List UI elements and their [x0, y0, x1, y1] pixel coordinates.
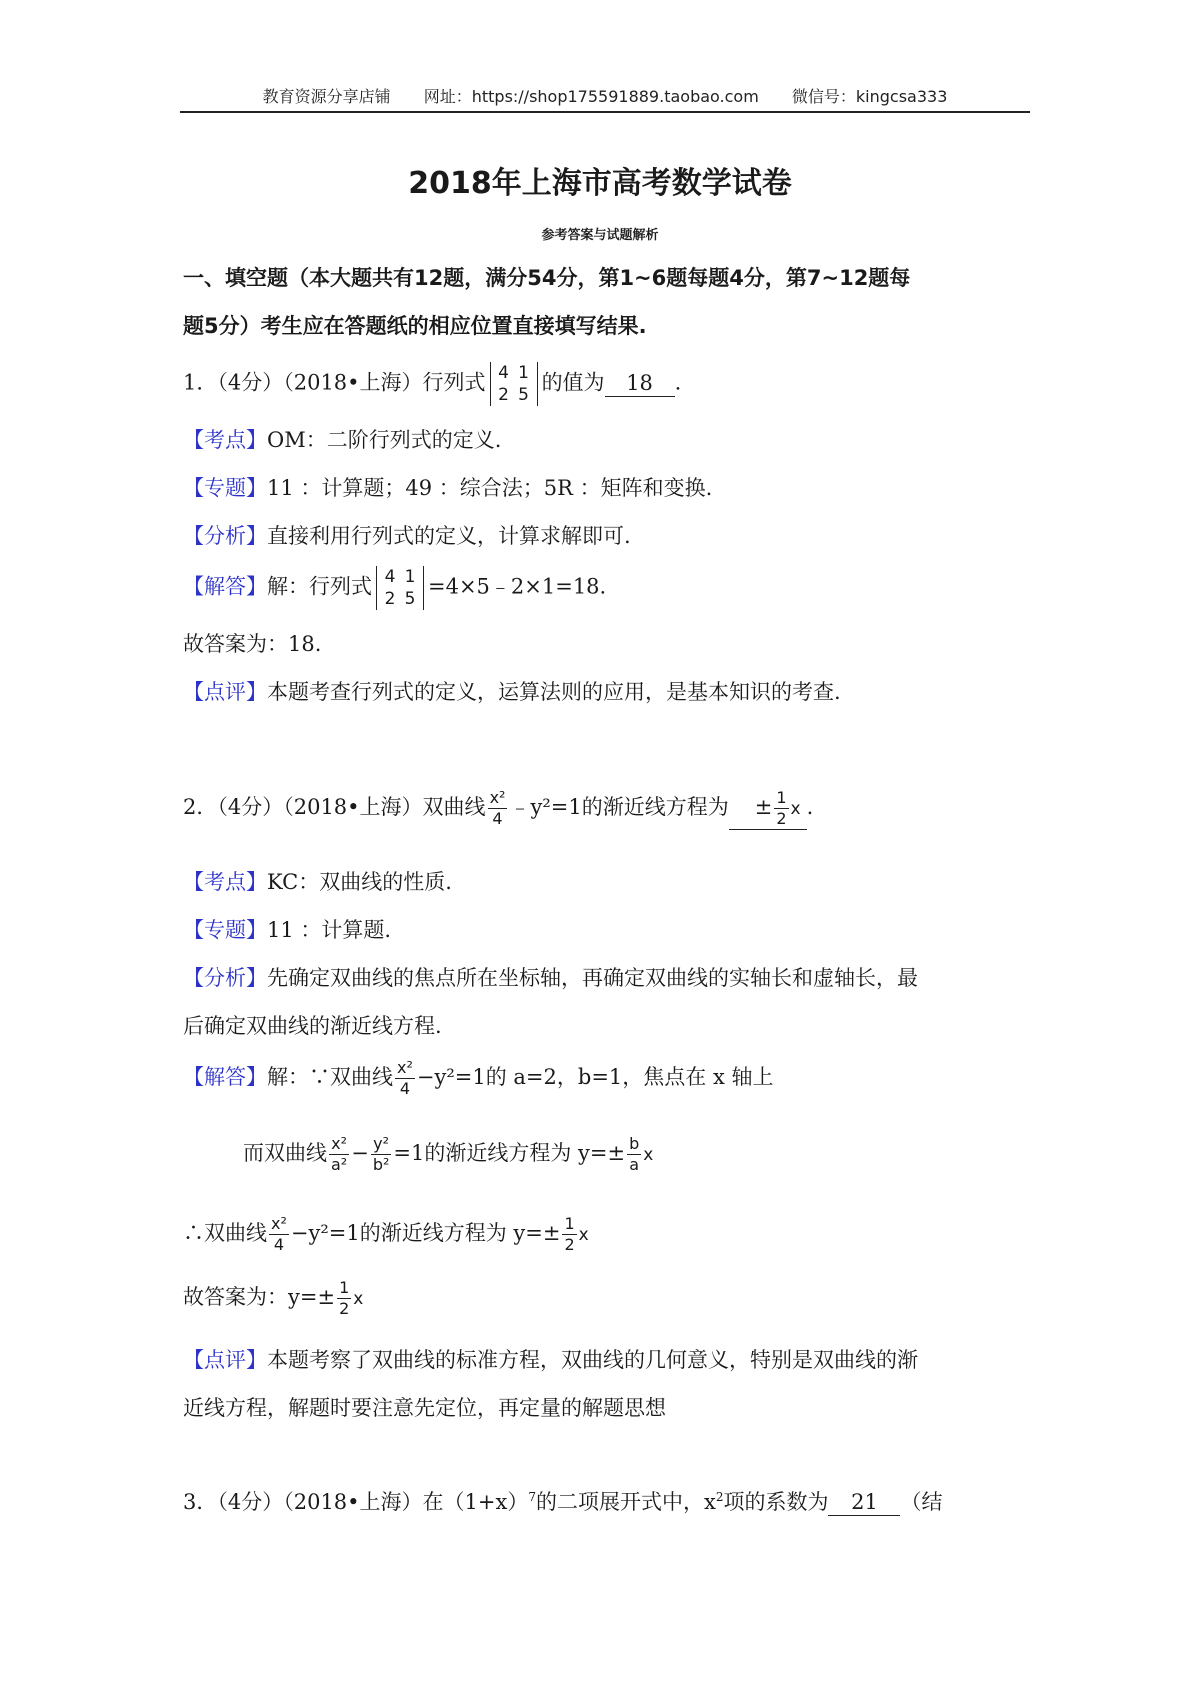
- q2-dianping-line1: [183, 1348, 918, 1373]
- dianping-tag: 【点评】: [183, 680, 267, 704]
- q2-final: [183, 1278, 363, 1319]
- q2-answer: [729, 788, 807, 830]
- step2-fraction-y: [371, 1134, 392, 1175]
- page-subtitle: 参考答案与试题解析: [541, 228, 659, 243]
- q2-final-pre: 故答案为：y=±: [183, 1285, 336, 1309]
- q2-step2: [243, 1134, 653, 1175]
- final-fraction: [337, 1278, 351, 1319]
- q1-dianping: [183, 680, 841, 705]
- det-cell: 4: [498, 363, 509, 383]
- section-heading-line2: 题5分）考生应在答题纸的相应位置直接填写结果.: [183, 314, 647, 338]
- frac-num: b: [629, 1134, 640, 1153]
- frac-den: 2: [564, 1235, 575, 1254]
- minus-sign: −: [351, 1141, 369, 1165]
- frac-den: b²: [372, 1155, 390, 1174]
- q1-jieda-post: =4×5﹣2×1=18.: [428, 574, 607, 599]
- det-cell: 5: [404, 589, 416, 609]
- header-wechat: 微信号：kingcsa333: [791, 87, 948, 106]
- q1-jieda: [183, 566, 606, 610]
- q1-jieda-determinant: [376, 566, 424, 610]
- frac-den: a: [629, 1155, 640, 1174]
- fenxi-tag: 【分析】: [183, 966, 267, 990]
- q3-exponent: 7: [528, 1490, 536, 1504]
- frac-den: 4: [492, 809, 503, 828]
- q1-end: .: [674, 370, 682, 395]
- kaodian-tag: 【考点】: [183, 428, 267, 452]
- q1-fenxi-text: 直接利用行列式的定义，计算求解即可.: [267, 524, 631, 548]
- kaodian-tag: 【考点】: [183, 870, 267, 894]
- det-cell: 2: [498, 385, 509, 405]
- q2-jieda: [183, 1058, 773, 1099]
- var-x: x: [353, 1289, 364, 1309]
- q2-zhuanti: [183, 918, 391, 943]
- det-cell: 5: [518, 385, 529, 405]
- det-cell: 4: [384, 567, 396, 587]
- q2-end: .: [806, 795, 814, 819]
- header-divider: [180, 111, 1030, 113]
- q3-answer: 21: [828, 1490, 900, 1516]
- det-cell: 1: [518, 363, 529, 383]
- step3-fraction-half: [562, 1214, 576, 1255]
- q2-kaodian: [183, 870, 452, 895]
- q2-jieda-pre: 解：∵双曲线: [267, 1065, 393, 1089]
- q3-mid: 的二项展开式中，x: [536, 1490, 716, 1514]
- var-x: x: [578, 1225, 589, 1245]
- q2-step2-mid: =1的渐近线方程为 y=±: [393, 1141, 626, 1165]
- frac-num: y²: [371, 1134, 392, 1155]
- jieda-tag: 【解答】: [183, 574, 267, 599]
- q2-jieda-mid: −y²=1的 a=2，b=1，焦点在 x 轴上: [416, 1065, 774, 1089]
- q1-jieda-pre: 解：行列式: [267, 574, 372, 599]
- q2-step3-mid: −y²=1的渐近线方程为 y=±: [290, 1221, 561, 1245]
- q3-mid2: 项的系数为: [723, 1490, 829, 1514]
- frac-den: 2: [339, 1299, 350, 1318]
- q2-prefix: 2．（4分）（2018•上海）双曲线: [183, 795, 486, 819]
- q3-prefix: 3．（4分）（2018•上海）在（1+x）: [183, 1490, 529, 1514]
- frac-num: x²: [397, 1058, 413, 1077]
- q1-zhuanti: [183, 476, 712, 501]
- q2-dianping-text1: 本题考察了双曲线的标准方程，双曲线的几何意义，特别是双曲线的渐: [267, 1348, 918, 1372]
- q1-dianping-text: 本题考查行列式的定义，运算法则的应用，是基本知识的考查.: [267, 680, 841, 704]
- step2-fraction-x: [329, 1134, 349, 1175]
- q2-stem: [183, 788, 813, 830]
- q2-kaodian-text: KC：双曲线的性质.: [267, 870, 452, 894]
- frac-num: 1: [564, 1214, 575, 1233]
- q1-prefix: 1．（4分）（2018•上海）行列式: [183, 370, 486, 395]
- frac-den: 4: [273, 1235, 285, 1254]
- q2-fraction: [488, 788, 508, 829]
- q2-step3-pre: ∴双曲线: [183, 1221, 267, 1245]
- q1-kaodian-text: OM：二阶行列式的定义.: [267, 428, 502, 452]
- q2-fenxi-line1: [183, 966, 918, 991]
- step3-fraction: [269, 1214, 289, 1255]
- frac-num: 1: [339, 1278, 350, 1297]
- jieda-fraction: [395, 1058, 415, 1099]
- q2-fenxi-line2: 后确定双曲线的渐近线方程.: [183, 1014, 442, 1038]
- q2-step3: [183, 1214, 589, 1255]
- header-shop: 教育资源分享店铺: [262, 87, 391, 106]
- frac-num: x²: [489, 788, 506, 807]
- q1-mid: 的值为: [541, 370, 605, 395]
- frac-den: 2: [776, 809, 787, 828]
- q1-fenxi: [183, 524, 631, 549]
- q1-stem: [183, 362, 681, 406]
- q1-kaodian: [183, 428, 501, 453]
- det-cell: 2: [384, 589, 396, 609]
- answer-fraction: [774, 788, 788, 829]
- frac-num: x²: [329, 1134, 349, 1155]
- q3-stem: [183, 1490, 942, 1516]
- q2-mid: ﹣y²=1的渐近线方程为: [509, 795, 729, 819]
- zhuanti-tag: 【专题】: [183, 476, 267, 500]
- q2-step2-pre: 而双曲线: [243, 1141, 327, 1165]
- dianping-tag: 【点评】: [183, 1348, 267, 1372]
- page-header: [180, 84, 1030, 107]
- q1-zhuanti-text: 11 ：计算题；49 ：综合法；5R ：矩阵和变换.: [267, 476, 713, 500]
- q2-fenxi-text1: 先确定双曲线的焦点所在坐标轴，再确定双曲线的实轴长和虚轴长，最: [267, 966, 918, 990]
- q2-zhuanti-text: 11 ：计算题.: [267, 918, 392, 942]
- header-site: 网址：https://shop175591889.taobao.com: [423, 87, 759, 106]
- q2-dianping-line2: 近线方程，解题时要注意先定位，再定量的解题思想: [183, 1396, 666, 1420]
- answer-x: x: [790, 799, 801, 819]
- var-x: x: [643, 1145, 654, 1165]
- jieda-tag: 【解答】: [183, 1065, 267, 1089]
- frac-num: x²: [271, 1214, 287, 1233]
- step2-fraction-ba: [627, 1134, 641, 1175]
- frac-den: 4: [399, 1079, 411, 1098]
- q1-determinant: [490, 362, 538, 406]
- frac-den: a²: [331, 1155, 348, 1174]
- q1-final: 故答案为：18.: [183, 632, 322, 656]
- det-cell: 1: [404, 567, 416, 587]
- page-title: 2018年上海市高考数学试卷: [408, 166, 792, 201]
- q3-end: （结: [900, 1490, 943, 1514]
- zhuanti-tag: 【专题】: [183, 918, 267, 942]
- fenxi-tag: 【分析】: [183, 524, 267, 548]
- answer-pm: ±: [754, 795, 773, 819]
- section-heading-line1: 一、填空题（本大题共有12题，满分54分，第1~6题每题4分，第7~12题每: [183, 266, 911, 290]
- q1-answer: 18: [605, 371, 675, 397]
- frac-num: 1: [776, 788, 787, 807]
- q3-exponent2: 2: [715, 1490, 724, 1504]
